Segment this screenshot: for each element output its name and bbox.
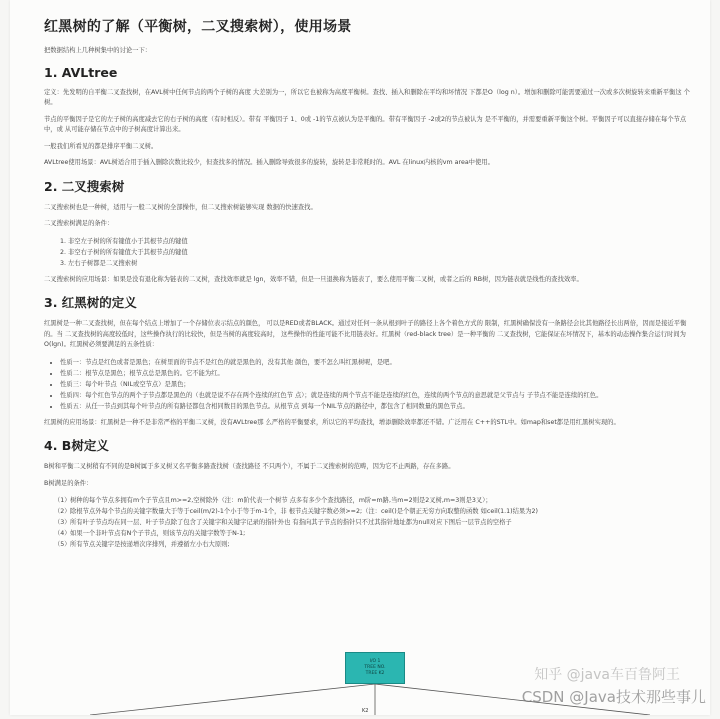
list-item: • 性质二：根节点是黑色；根节点总是黑色的。它不能为红。 [60,368,690,379]
bst-conditions-list [44,236,690,269]
list-number: （4） [54,530,71,537]
article-content [44,12,690,556]
list-text: 所有节点关键字是按递增次序排列，并遵循左小右大原则; [70,541,230,548]
list-item [54,506,690,517]
list-number: （5） [54,541,71,548]
list-number: （1） [54,497,71,504]
list-item [54,539,690,550]
list-item: • 性质四：每个红色节点的两个子节点都是黑色的（也就是说不存在两个连续的红色节 点）；就是连续的两个节点不能是连续的红色，连续的两个节点的意思就是父节点与 子节点不能是连续的红色。 [60,390,690,401]
rbt-definition: 红黑树是一种二叉查找树，但在每个结点上增加了一个存储位表示结点的颜色， 可以是RED或者BLACK。通过对任何一条从根到叶子的路径上各个着色方式的 限制，红黑树确保没有一条路径会比其他路径长出两倍，因而是接近平衡的。当 二叉查找树的高度较低时，这些操作执行的比较快，但是当树的高度较高时， 这些操作的性能可能不比用链表好。红黑树（red-black tree）是一种平衡的 二叉查找树，它能保证在坏情况下，基本的动态操作集合运行时间为O(lgn)。红黑树必须要满足的五条性质： [44,320,687,348]
branch-label: K2 [362,708,369,714]
list-item: 1. 非空左子树的所有键值小于其根节点的键值 [60,237,188,245]
article-page [10,0,710,715]
list-number: （3） [54,519,71,526]
article-title: 红黑树的了解（平衡树，二叉搜索树），使用场景 [44,19,352,35]
avl-definition: 定义：先发明的自平衡二叉查找树，在AVL树中任何节点的两个子树的高度 大差别为一，所以它也被称为高度平衡树。查找、插入和删除在平均和坏情况 下都是O（log n）。增加和删除可能需要通过一次或多次树旋转来重新平衡这 个树。 [44,88,690,106]
avl-balance-factor: 节点的平衡因子是它的左子树的高度减去它的右子树的高度（有时相反）。带有 平衡因子 1、0或 -1的节点被认为是平衡的。带有平衡因子 -2或2的节点被认为 是不平衡的，并需要重新平衡这个树。平衡因子可以直接存储在每个节点中，或 从可能存储在节点中的子树高度计算出来。 [44,115,687,133]
list-item [54,528,690,539]
left-branch-line [90,684,375,715]
zhihu-watermark: 知乎 @java车百鲁阿王 [534,667,680,683]
rbt-usage: 红黑树的应用场景：红黑树是一种不是非常严格的平衡二叉树，没有AVLtree那 么严格的平衡要求，所以它的平均查找，增添删除效率都还不错。广泛用在 C++的STL中。如map和set都是用红黑树实现的。 [44,418,620,426]
section-heading-bst: 2. 二叉搜索树 [44,178,125,194]
btree-conditions-list [44,495,690,550]
section-heading-btree: 4. B树定义 [44,438,109,453]
list-item [54,517,690,528]
btree-definition: B树和平衡二叉树稍有不同的是B树属于多叉树又名平衡多路查找树（查找路径 不只两个），不属于二叉搜索树的范畴，因为它不止两路，存在多路。 [44,463,455,470]
list-item: • 性质五：从任一节点到其每个叶节点的所有路径都包含相同数目的黑色节点。从根节点 到每一个NIL节点的路径中，都包含了相同数量的黑色节点。 [60,401,690,412]
bst-definition: 二叉搜索树也是一种树，适用与一般二叉树的全部操作，但二叉搜索树能够实现 数据的快速查找。 [44,203,317,211]
list-item: • 性质三：每个叶节点（NIL或空节点）是黑色； [60,379,690,390]
rbt-properties-list [44,357,690,412]
bst-conditions-label: 二叉搜索树满足的条件： [44,220,114,227]
avl-usage: AVLtree使用场景：AVL树适合用于插入删除次数比较少，但查找多的情况。插入删除导致很多的旋转，旋转是非常耗时的。AVL 在linux内核的vm area中使用。 [44,159,494,166]
csdn-watermark: CSDN @Java技术那些事儿 [521,688,706,706]
btree-root-node [345,652,405,684]
node-line: TREE NO. [364,665,386,670]
list-item [54,495,690,506]
list-text: 如果一个非叶节点有N个子节点，则该节点的关键字数等于N-1; [70,530,246,537]
bst-usage: 二叉搜索树的应用场景：如果是没有退化称为链表的二叉树，查找效率就是 lgn，效率不错，但是一旦退换称为链表了，要么使用平衡二叉树，或者之后的 RB树，因为链表就是线性的查找效率。 [44,275,583,283]
list-item: • 性质一：节点是红色或者是黑色；在树里面的节点不是红色的就是黑色的，没有其他 颜色，要不怎么叫红黑树呢，是吧。 [60,357,690,368]
avl-note: 一般我们所看见的都是排序平衡二叉树。 [44,142,158,150]
btree-conditions-label: B树满足的条件： [44,479,93,487]
list-text: 所有叶子节点均在同一层、叶子节点除了包含了关键字和关键字记录的指针外也 有指向其子节点的指针只不过其指针地址都为null对应下图后一层节点的空格子 [70,519,512,526]
list-item: 2. 非空右子树的所有键值大于其根节点的键值 [60,248,188,256]
section-heading-rbt: 3. 红黑树的定义 [44,295,137,310]
section-heading-avl: 1. AVLtree [44,64,118,80]
list-text: 除根节点外每个节点的关键字数量大于等于ceil(m/2)-1个小于等于m-1个，非 根节点关键字数必须>=2;（注：ceil()是个朝正无穷方向取整的函数 如ceil(1.1)结果为2) [70,508,538,515]
list-item: 3. 左右子树都是二叉搜索树 [60,259,138,267]
node-line: I/O 1 [369,659,381,664]
node-line: TREE K2 [365,671,385,676]
list-text: 树种的每个节点多拥有m个子节点且m>=2,空树除外（注：m阶代表一个树节 点多有多少个查找路径，m阶=m路,当m=2则是2叉树,m=3则是3叉）； [70,497,492,504]
list-number: （2） [54,508,71,515]
intro-paragraph: 把数据结构上几种树集中的讨论一下： [44,47,152,54]
